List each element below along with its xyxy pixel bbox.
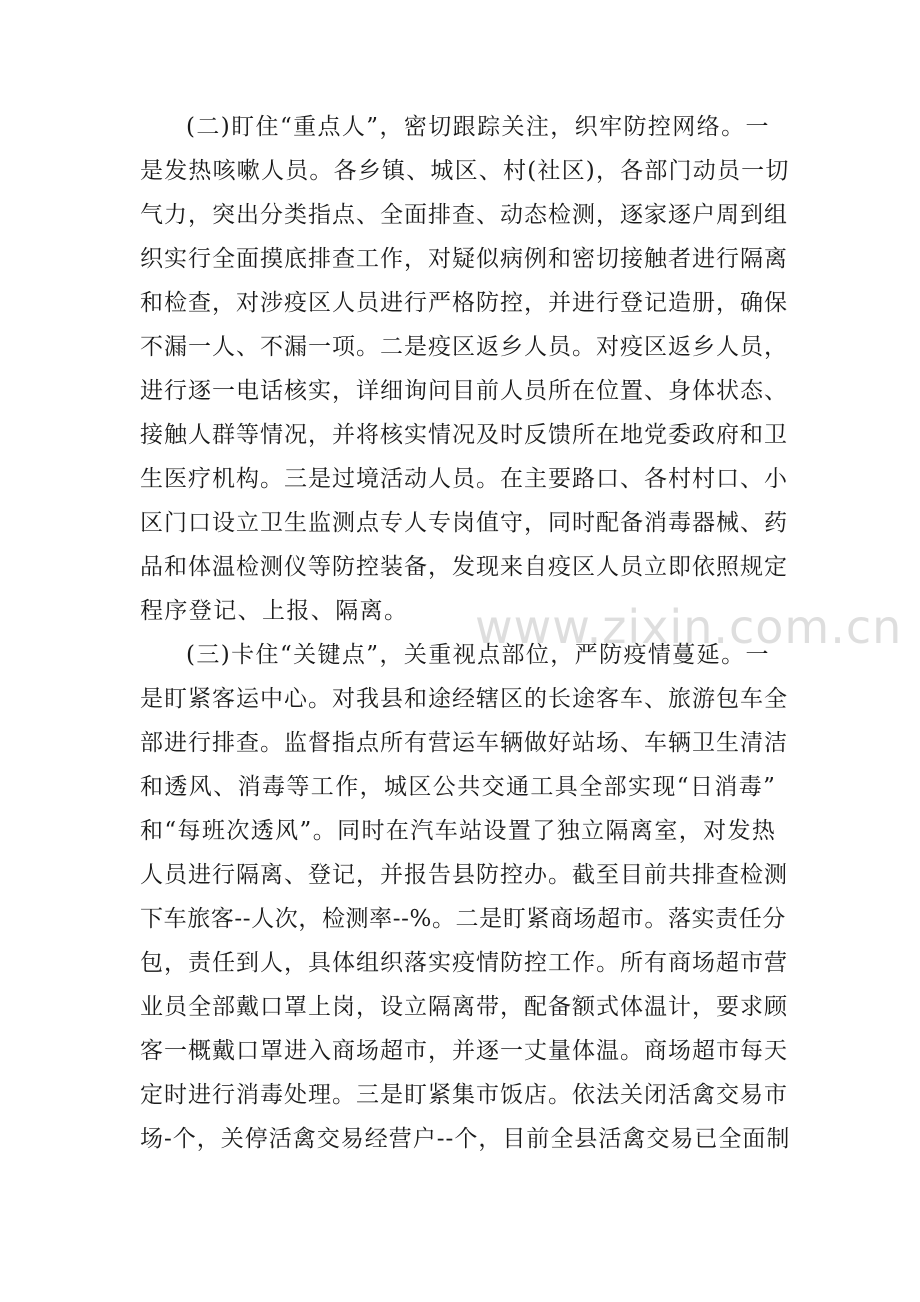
paragraph-line: 品和体温检测仪等防控装备，发现来自疫区人员立即依照规定 (140, 554, 788, 580)
paragraph-line: 织实行全面摸底排查工作，对疑似病例和密切接触者进行隔离 (140, 246, 788, 272)
paragraph-line: 和“每班次透风”。同时在汽车站设置了独立隔离室，对发热 (140, 818, 777, 844)
watermark: www.zixin.com.cn (475, 600, 903, 654)
paragraph-line: 不漏一人、不漏一项。二是疫区返乡人员。对疫区返乡人员， (140, 334, 788, 360)
paragraph-line: 包，责任到人，具体组织落实疫情防控工作。所有商场超市营 (140, 950, 788, 976)
paragraph-line: 气力，突出分类指点、全面排查、动态检测，逐家逐户周到组 (140, 202, 788, 228)
paragraph-line: 和透风、消毒等工作，城区公共交通工具全部实现“日消毒” (140, 774, 777, 800)
paragraph-line: 是盯紧客运中心。对我县和途经辖区的长途客车、旅游包车全 (140, 686, 788, 712)
paragraph-line: 场-个，关停活禽交易经营户--个，目前全县活禽交易已全面制 (140, 1126, 791, 1152)
paragraph-line: 业员全部戴口罩上岗，设立隔离带，配备额式体温计，要求顾 (140, 994, 788, 1020)
paragraph-line: 区门口设立卫生监测点专人专岗值守，同时配备消毒器械、药 (140, 510, 788, 536)
paragraph-line: 接触人群等情况，并将核实情况及时反馈所在地党委政府和卫 (140, 422, 788, 448)
paragraph-line: (三)卡住“关键点”，关重视点部位，严防疫情蔓延。一 (186, 642, 770, 668)
paragraph-line: (二)盯住“重点人”，密切跟踪关注，织牢防控网络。一 (186, 114, 770, 140)
paragraph-line: 程序登记、上报、隔离。 (140, 598, 409, 624)
paragraph-line: 和检查，对涉疫区人员进行严格防控，并进行登记造册，确保 (140, 290, 788, 316)
paragraph-line: 进行逐一电话核实，详细询问目前人员所在位置、身体状态、 (140, 378, 788, 404)
paragraph-line: 生医疗机构。三是过境活动人员。在主要路口、各村村口、小 (140, 466, 788, 492)
paragraph-line: 是发热咳嗽人员。各乡镇、城区、村(社区)，各部门动员一切 (140, 158, 790, 184)
paragraph-line: 定时进行消毒处理。三是盯紧集市饭店。依法关闭活禽交易市 (140, 1082, 788, 1108)
paragraph-line: 客一概戴口罩进入商场超市，并逐一丈量体温。商场超市每天 (140, 1038, 788, 1064)
paragraph-line: 人员进行隔离、登记，并报告县防控办。截至目前共排查检测 (140, 862, 788, 888)
paragraph-line: 下车旅客--人次，检测率--%。二是盯紧商场超市。落实责任分 (140, 906, 786, 932)
paragraph-line: 部进行排查。监督指点所有营运车辆做好站场、车辆卫生清洁 (140, 730, 788, 756)
